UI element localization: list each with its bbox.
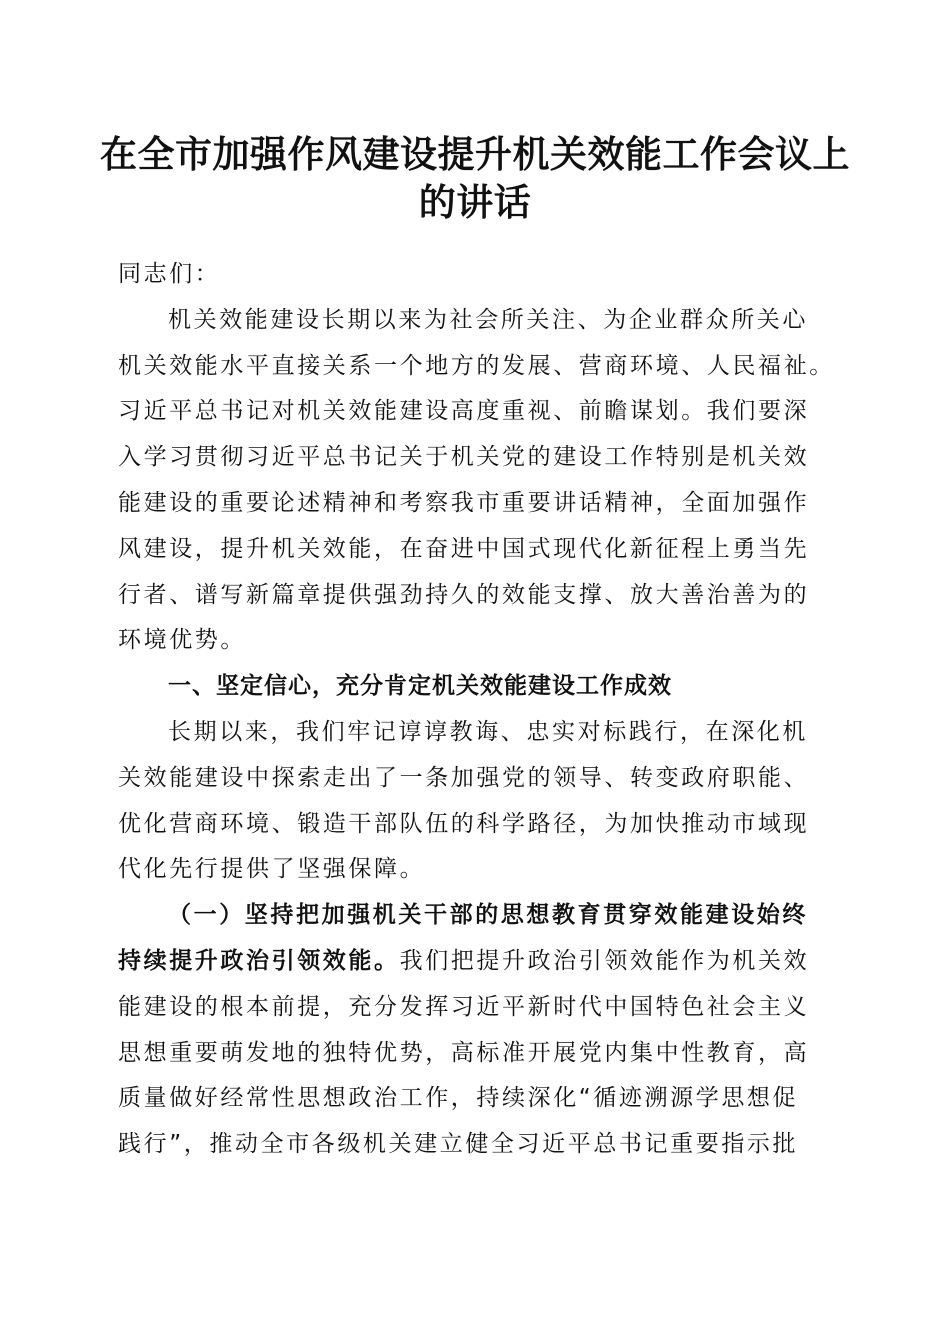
- intro-line: 入学习贯彻习近平总书记关于机关党的建设工作特别是机关效: [118, 444, 810, 471]
- title-line: 的讲话: [418, 180, 532, 224]
- intro-line: 机关效能建设长期以来为社会所关注、为企业群众所关心: [168, 306, 808, 333]
- intro-line: 环境优势。: [118, 627, 246, 654]
- section1-line: 长期以来，我们牢记谆谆教诲、忠实对标践行，在深化机: [168, 718, 808, 745]
- document-body: [118, 252, 835, 1168]
- subsection-line: [118, 939, 830, 985]
- document-title: [100, 130, 850, 226]
- section1-line: 关效能建设中探索走出了一条加强党的领导、转变政府职能、: [118, 764, 810, 791]
- subsection-line: 思想重要萌发地的独特优势，高标准开展党内集中性教育，高: [118, 1039, 810, 1066]
- title-line: 在全市加强作风建设提升机关效能工作会议上: [100, 132, 850, 176]
- intro-line: 习近平总书记对机关效能建设高度重视、前瞻谋划。我们要深: [118, 398, 810, 425]
- subsection-line: 能建设的根本前提，充分发挥习近平新时代中国特色社会主义: [118, 993, 810, 1020]
- subsection-line: 质量做好经常性思想政治工作，持续深化“循迹溯源学思想促: [118, 1085, 799, 1112]
- section1-line: 代化先行提供了坚强保障。: [118, 856, 426, 883]
- section-heading: 一、坚定信心，充分肯定机关效能建设工作成效: [168, 673, 672, 700]
- section1-line: 优化营商环境、锻造干部队伍的科学路径，为加快推动市域现: [118, 810, 810, 837]
- intro-line: 行者、谱写新篇章提供强劲持久的效能支撑、放大善治善为的: [118, 581, 810, 608]
- subsection-heading-end: 持续提升政治引领效能。: [118, 947, 400, 974]
- subsection-text: 我们把提升政治引领效能作为机关效: [399, 947, 810, 974]
- intro-line: 能建设的重要论述精神和考察我市重要讲话精神，全面加强作: [118, 489, 810, 516]
- salutation: 同志们：: [118, 261, 221, 287]
- intro-line: 风建设，提升机关效能，在奋进中国式现代化新征程上勇当先: [118, 535, 810, 562]
- subsection-heading: （一）坚持把加强机关干部的思想教育贯穿效能建设始终: [168, 902, 808, 929]
- intro-line: 机关效能水平直接关系一个地方的发展、营商环境、人民福祉。: [118, 352, 835, 379]
- subsection-line: 践行”，推动全市各级机关建立健全习近平总书记重要指示批: [118, 1131, 799, 1158]
